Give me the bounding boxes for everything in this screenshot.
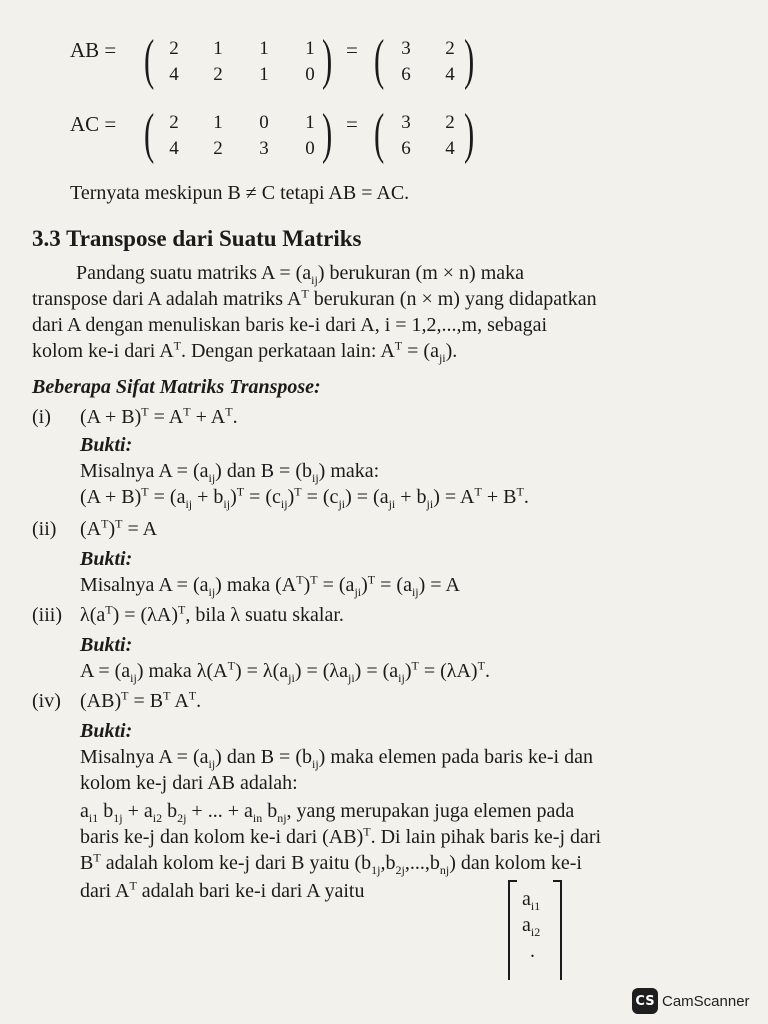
paren-open: ( bbox=[374, 29, 385, 91]
matrix-cell: 2 bbox=[445, 38, 455, 59]
paren-close: ) bbox=[464, 103, 475, 165]
matrix-cell: 4 bbox=[445, 138, 455, 159]
proof-line: Misalnya $A = (a_{ij})$ maka $(A^T)^T = (a_{ji})^T = (a_{ij}) = A$ bbox=[80, 572, 460, 599]
matrix-cell: 1 bbox=[305, 38, 315, 59]
proof-line: dari $A^T$ adalah bari ke-i dari A yaitu bbox=[80, 878, 365, 902]
property-number: (iii) bbox=[32, 604, 62, 626]
proof-label: Bukti: bbox=[80, 434, 133, 456]
camscanner-watermark bbox=[632, 988, 750, 1014]
camscanner-logo-icon: CS bbox=[632, 988, 658, 1014]
paren-open: ( bbox=[144, 29, 155, 91]
property-statement: $(AB)^T = B^T$ $A^T$. bbox=[80, 688, 202, 712]
conclusion-text: Ternyata meskipun B ≠ C tetapi AB = AC. bbox=[70, 182, 410, 204]
property-number: (i) bbox=[32, 406, 51, 428]
matrix-cell: 2 bbox=[169, 38, 179, 59]
intro-line: Pandang suatu matriks $A = (a_{ij})$ berukuran (m × n) maka bbox=[76, 262, 525, 287]
matrix-cell: 6 bbox=[401, 138, 411, 159]
matrix-cell: 4 bbox=[169, 64, 179, 85]
matrix-label-ac: AC = bbox=[70, 112, 117, 136]
property-number: (iv) bbox=[32, 690, 61, 712]
matrix-cell: 3 bbox=[259, 138, 269, 159]
section-heading bbox=[32, 226, 362, 252]
property-number: (ii) bbox=[32, 518, 57, 540]
vector-entry: $a_{i1}$ bbox=[522, 888, 541, 913]
matrix-cell: 1 bbox=[305, 112, 315, 133]
paren-close: ) bbox=[464, 29, 475, 91]
matrix-cell: 2 bbox=[169, 112, 179, 133]
paren-open: ( bbox=[144, 103, 155, 165]
matrix-cell: 1 bbox=[213, 38, 223, 59]
matrix-cell: 0 bbox=[305, 64, 315, 85]
matrix-cell: 2 bbox=[445, 112, 455, 133]
vector-entry: . bbox=[530, 940, 535, 962]
matrix-cell: 4 bbox=[445, 64, 455, 85]
proof-line: $(A + B)^T = (a_{ij} + b_{ij})^T = (c_{ij})^T = (c_{ji}) = (a_{ji} + b_{ji}) = A^T + B^T$. bbox=[80, 484, 529, 511]
proof-line: $A = (a_{ij})$ maka $\lambda(A^T) = \lambda(a_{ji}) = (\lambda a_{ji}) = (a_{ij})^T = (\lambda A)^T$. bbox=[80, 658, 490, 685]
proof-line: $B^T$ adalah kolom ke-j dari B yaitu $(b_{1j},b_{2j},...,b_{nj})$ dan kolom ke-i bbox=[80, 850, 582, 877]
proof-line: $a_{i1}$ $b_{1j} + a_{i2}$ $b_{2j}$ + ... + $a_{in}$ $b_{nj}$, yang merupakan juga elemen pada bbox=[80, 800, 575, 825]
properties-heading: Beberapa Sifat Matriks Transpose: bbox=[32, 376, 321, 398]
proof-line: kolom ke-j dari AB adalah: bbox=[80, 772, 298, 794]
intro-line: dari A dengan menuliskan baris ke-i dari A, i = 1,2,...,m, sebagai bbox=[32, 314, 548, 336]
matrix-cell: 1 bbox=[213, 112, 223, 133]
proof-line: Misalnya $A = (a_{ij})$ dan $B = (b_{ij})$ maka: bbox=[80, 460, 380, 485]
proof-line: Misalnya $A = (a_{ij})$ dan $B = (b_{ij})$ maka elemen pada baris ke-i dan bbox=[80, 746, 593, 771]
intro-line: transpose dari A adalah matriks $A^T$ berukuran (n × m) yang didapatkan bbox=[32, 286, 597, 310]
equals-sign: = bbox=[346, 112, 358, 136]
matrix-cell: 0 bbox=[259, 112, 269, 133]
matrix-cell: 1 bbox=[259, 64, 269, 85]
section-title: Transpose dari Suatu Matriks bbox=[66, 226, 362, 251]
matrix-cell: 4 bbox=[169, 138, 179, 159]
intro-line: kolom ke-i dari $A^T$. Dengan perkataan lain: $A^T = (a_{ji})$. bbox=[32, 338, 458, 365]
property-statement: $(A^T)^T = A$ bbox=[80, 516, 158, 540]
matrix-cell: 3 bbox=[401, 38, 411, 59]
matrix-cell: 1 bbox=[259, 38, 269, 59]
property-statement: $\lambda(a^T) = (\lambda A)^T$, bila λ suatu skalar. bbox=[80, 602, 344, 626]
equals-sign: = bbox=[346, 38, 358, 62]
matrix-cell: 0 bbox=[305, 138, 315, 159]
proof-line: baris ke-j dan kolom ke-i dari (AB)$^T$. Di lain pihak baris ke-j dari bbox=[80, 824, 602, 848]
vector-entry: $a_{i2}$ bbox=[522, 914, 541, 939]
section-number: 3.3 bbox=[32, 226, 61, 251]
paren-close: ) bbox=[322, 29, 333, 91]
matrix-cell: 6 bbox=[401, 64, 411, 85]
matrix-label-ab: AB = bbox=[70, 38, 117, 62]
property-statement: $(A + B)^T = A^T + A^T$. bbox=[80, 404, 238, 428]
matrix-cell: 2 bbox=[213, 138, 223, 159]
proof-label: Bukti: bbox=[80, 720, 133, 742]
camscanner-label: CamScanner bbox=[662, 992, 750, 1010]
proof-label: Bukti: bbox=[80, 634, 133, 656]
proof-label: Bukti: bbox=[80, 548, 133, 570]
paren-open: ( bbox=[374, 103, 385, 165]
matrix-cell: 2 bbox=[213, 64, 223, 85]
matrix-cell: 3 bbox=[401, 112, 411, 133]
paren-close: ) bbox=[322, 103, 333, 165]
